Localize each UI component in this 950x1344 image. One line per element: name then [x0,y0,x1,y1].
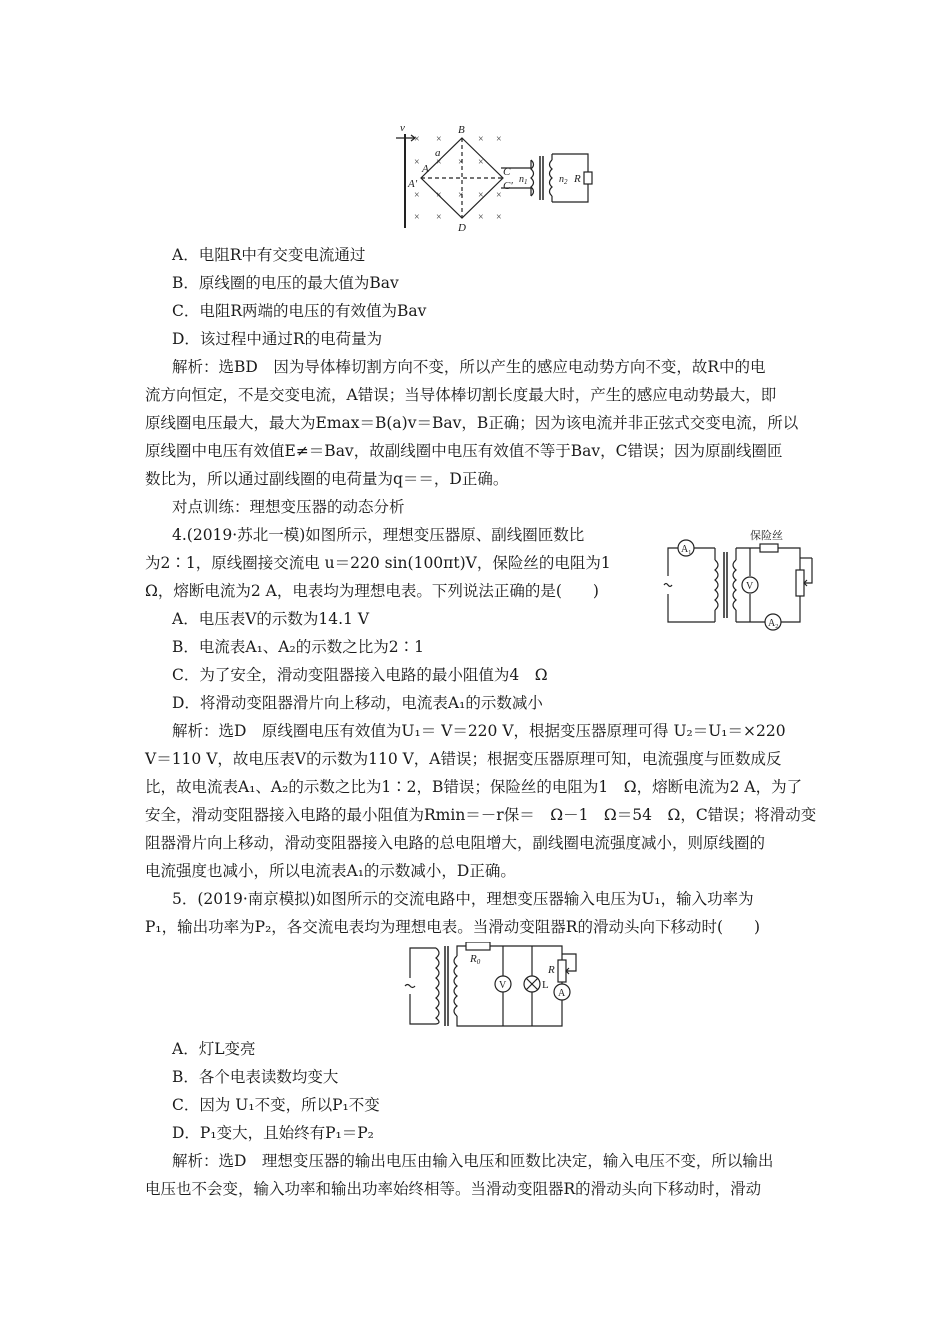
q4-option-a: A．电压表V的示数为14.1 V [172,610,370,628]
q4-analysis-line-5: 阻器滑片向上移动，滑动变阻器接入电路的总电阻增大，副线圈电流强度减小，则原线圈的 [145,834,766,852]
vertex-a-label: A [422,163,429,175]
voltmeter-label: V [499,980,507,991]
q4-analysis-line-2: V＝110 V，故电压表V的示数为110 V，A错误；根据变压器原理可知，电流强度与匝数成反 [145,750,782,768]
svg-text:×: × [478,212,484,223]
q5-stem-line-2: P₁，输出功率为P₂，各交流电表均为理想电表。当滑动变阻器R的滑动头向下移动时( ) [145,918,761,936]
svg-text:×: × [458,190,464,201]
n1-label: $n_1$ [519,174,528,186]
q4-stem-line-1: 4.(2019·苏北一模)如图所示，理想变压器原、副线圈匝数比 [172,526,585,544]
svg-text:×: × [436,190,442,201]
q3-option-c: C．电阻R两端的电压的有效值为Bav [172,302,427,320]
svg-text:×: × [414,190,420,201]
svg-text:×: × [478,157,484,168]
voltmeter-label: V [746,581,754,592]
q4-option-d: D．将滑动变阻器滑片向上移动，电流表A₁的示数减小 [172,694,543,712]
q4-stem-line-2: 为2∶1，原线圈接交流电 u＝220 sin(100πt)V，保险丝的电阻为1 [145,554,611,572]
q4-analysis-line-3: 比，故电流表A₁、A₂的示数之比为1∶2，B错误；保险丝的电阻为1 Ω，熔断电流为2 A，为了 [145,778,803,796]
vertex-a-prime-label: A′ [408,178,418,190]
figure-induction-transformer [388,120,598,232]
side-a-label: a [435,147,441,159]
section-title: 对点训练：理想变压器的动态分析 [172,498,405,516]
ammeter-a1-label: $A_1$ [681,544,692,556]
vertex-d-label: D [458,222,466,232]
q3-analysis-line-4: 原线圈中电压有效值E≠＝Bav，故副线圈中电压有效值不等于Bav，C错误；因为原副线圈匝 [145,442,783,460]
q5-stem-line-1: 5．(2019·南京模拟)如图所示的交流电路中，理想变压器输入电压为U₁，输入功率为 [172,890,754,908]
q4-analysis-line-6: 电流强度也减小，所以电流表A₁的示数减小，D正确。 [145,862,516,880]
q5-option-b: B．各个电表读数均变大 [172,1068,339,1086]
figure-transformer-lamp-circuit [400,942,590,1030]
q5-option-d: D．P₁变大，且始终有P₁＝P₂ [172,1124,374,1142]
svg-text:×: × [478,134,484,145]
q4-option-c: C．为了安全，滑动变阻器接入电路的最小阻值为4 Ω [172,666,548,684]
q4-analysis-line-4: 安全，滑动变阻器接入电路的最小阻值为Rmin＝－r保＝ Ω－1 Ω＝54 Ω，C错误；将滑动变 [145,806,817,824]
q3-analysis-line-1: 解析：选BD 因为导体棒切割方向不变，所以产生的感应电动势方向不变，故R中的电 [172,358,766,376]
svg-text:×: × [478,190,484,201]
q4-analysis-line-1: 解析：选D 原线圈电压有效值为U₁＝ V＝220 V，根据变压器原理可得 U₂＝U₁＝×220 [172,722,786,740]
q5-analysis-line-1: 解析：选D 理想变压器的输出电压由输入电压和匝数比决定，输入电压不变，所以输出 [172,1152,774,1170]
svg-text:×: × [414,212,420,223]
resistor-r-label: R [574,173,581,185]
q4-stem-line-3: Ω，熔断电流为2 A，电表均为理想电表。下列说法正确的是( ) [145,582,599,600]
svg-text:×: × [496,212,502,223]
vertex-c-label: C [503,166,511,178]
vertex-c-prime-label: C′ [503,180,513,192]
ammeter-a-label: A [558,988,566,999]
q5-analysis-line-2: 电压也不会变，输入功率和输出功率始终相等。当滑动变阻器R的滑动头向下移动时，滑动 [145,1180,762,1198]
vertex-b-label: B [458,124,465,136]
n2-label: $n_2$ [559,174,568,186]
svg-text:×: × [496,190,502,201]
svg-text:×: × [436,134,442,145]
svg-text:×: × [414,157,420,168]
svg-text:×: × [496,134,502,145]
svg-text:×: × [458,157,464,168]
fuse-label: 保险丝 [750,530,783,542]
q3-option-b: B．原线圈的电压的最大值为Bav [172,274,399,292]
rheostat-r-label: R [548,964,555,976]
svg-text:×: × [436,212,442,223]
q4-option-b: B．电流表A₁、A₂的示数之比为2∶1 [172,638,424,656]
q5-option-a: A．灯L变亮 [172,1040,256,1058]
q3-analysis-line-3: 原线圈电压最大，最大为Emax＝B(a)v＝Bav，B正确；因为该电流并非正弦式交变电流，所以 [145,414,799,432]
velocity-label: v [400,122,405,134]
q3-option-a: A．电阻R中有交变电流通过 [172,246,366,264]
q3-analysis-line-5: 数比为，所以通过副线圈的电荷量为q＝＝，D正确。 [145,470,509,488]
lamp-l-label: L [542,979,549,991]
q5-option-c: C．因为 U₁不变，所以P₁不变 [172,1096,380,1114]
svg-text:×: × [436,157,442,168]
q3-option-d: D．该过程中通过R的电荷量为 [172,330,383,348]
svg-text:×: × [414,134,420,145]
q3-analysis-line-2: 流方向恒定，不是交变电流，A错误；当导体棒切割长度最大时，产生的感应电动势最大，即 [145,386,777,404]
ammeter-a2-label: $A_2$ [768,618,779,630]
r0-label: R0 [470,953,481,966]
